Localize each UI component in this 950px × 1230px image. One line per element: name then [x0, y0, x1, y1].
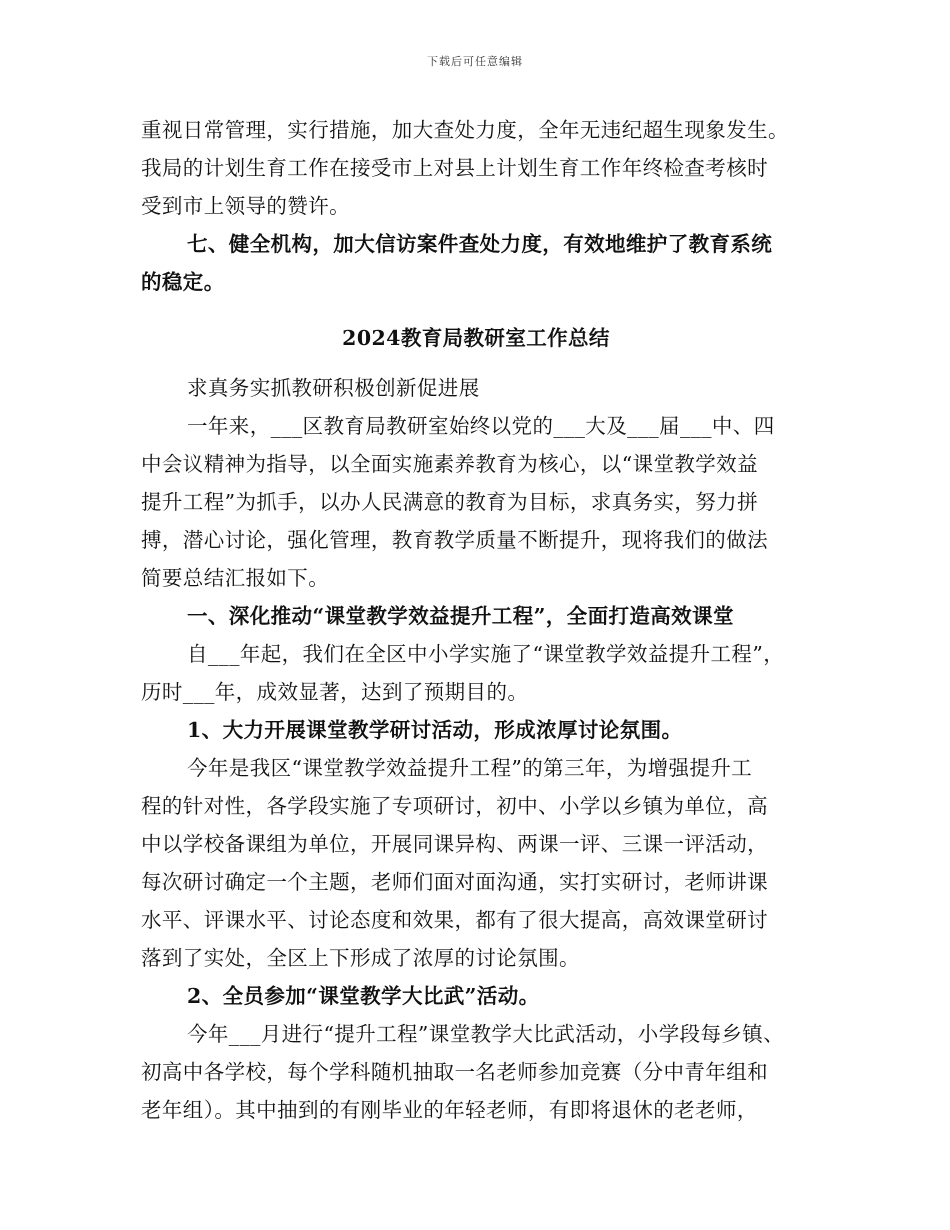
body-line: 一年来，___区教育局教研室始终以党的___大及___届___中、四: [187, 414, 775, 438]
body-line: 老年组）。其中抽到的有刚毕业的年轻老师，有即将退休的老老师，: [141, 1098, 758, 1122]
body-line: 重视日常管理，实行措施，加大查处力度，全年无违纪超生现象发生。: [141, 118, 789, 142]
body-line: 落到了实处，全区上下形成了浓厚的讨论氛围。: [141, 946, 580, 970]
body-line: 我局的计划生育工作在接受市上对县上计划生育工作年终检查考核时: [141, 156, 768, 180]
body-line: 初高中各学校，每个学科随机抽取一名老师参加竞赛（分中青年组和: [141, 1060, 768, 1084]
document-title: 2024教育局教研室工作总结: [342, 326, 610, 350]
body-line: 历时___年，成效显著，达到了预期目的。: [141, 680, 529, 704]
section-heading-seven: 七、健全机构，加大信访案件查处力度，有效地维护了教育系统: [187, 232, 773, 256]
page-header-note: 下载后可任意编辑: [427, 55, 523, 68]
body-line: 提升工程”为抓手，以办人民满意的教育为目标，求真务实，努力拼: [141, 490, 758, 514]
document-subtitle: 求真务实抓教研积极创新促进展: [187, 376, 480, 400]
document-body: [141, 111, 811, 1129]
body-line: 自___年起，我们在全区中小学实施了“课堂教学效益提升工程”，: [187, 642, 785, 666]
subsection-heading-2: 2、全员参加“课堂教学大比武”活动。: [187, 984, 540, 1008]
body-line: 今年是我区“课堂教学效益提升工程”的第三年，为增强提升工: [187, 756, 753, 780]
body-line: 每次研讨确定一个主题，老师们面对面沟通，实打实研讨，老师讲课: [141, 870, 768, 894]
body-line: 中会议精神为指导，以全面实施素养教育为核心，以“课堂教学效益: [141, 452, 758, 476]
body-line: 今年___月进行“提升工程”课堂教学大比武活动，小学段每乡镇、: [187, 1022, 785, 1046]
subsection-heading-1: 1、大力开展课堂教学研讨活动，形成浓厚讨论氛围。: [187, 718, 683, 742]
body-line: 搏，潜心讨论，强化管理，教育教学质量不断提升，现将我们的做法: [141, 528, 768, 552]
body-line: 简要总结汇报如下。: [141, 566, 330, 590]
body-line: 水平、评课水平、讨论态度和效果，都有了很大提高，高效课堂研讨: [141, 908, 768, 932]
body-line: 受到市上领导的赞许。: [141, 194, 350, 218]
section-heading-one: 一、深化推动“课堂教学效益提升工程”，全面打造高效课堂: [187, 604, 734, 628]
body-line: 程的针对性，各学段实施了专项研讨，初中、小学以乡镇为单位，高: [141, 794, 768, 818]
body-line: 中以学校备课组为单位，开展同课异构、两课一评、三课一评活动，: [141, 832, 768, 856]
section-heading-seven-cont: 的稳定。: [141, 270, 225, 294]
